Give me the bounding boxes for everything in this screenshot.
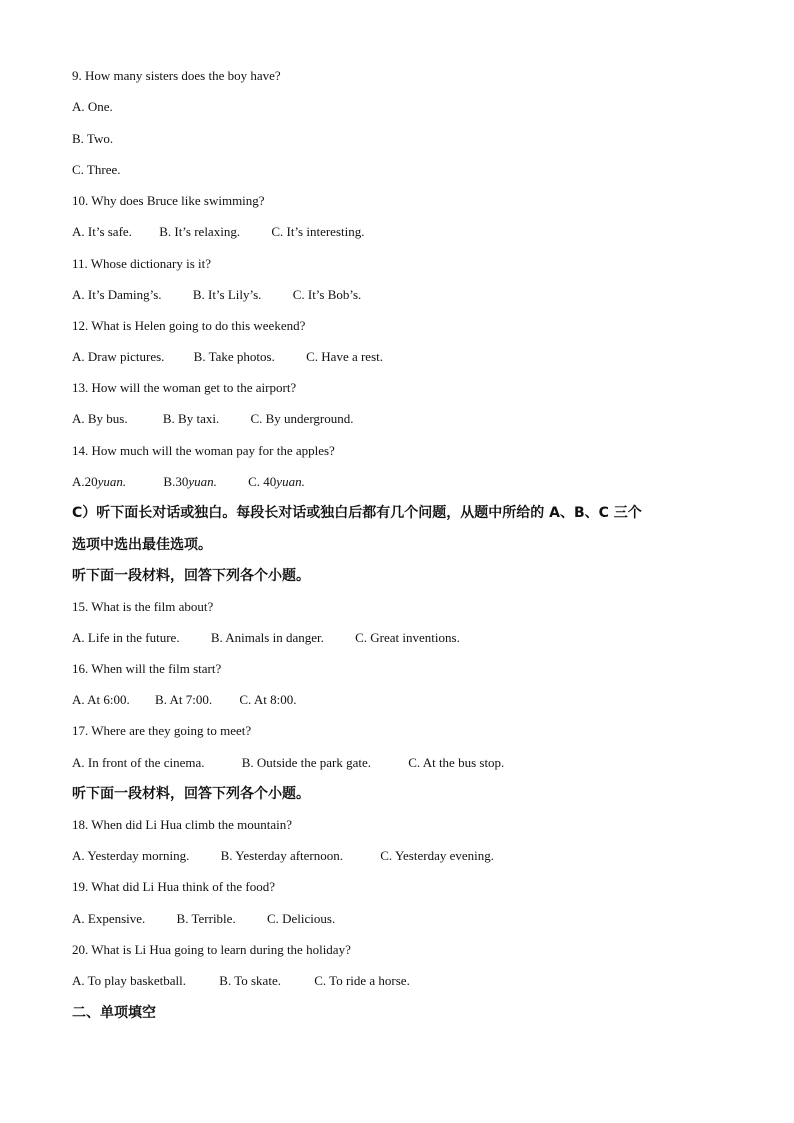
q11-options: [72, 287, 361, 303]
q16-option-c: C. At 8:00.: [239, 692, 297, 707]
q19-option-c: C. Delicious.: [266, 911, 336, 926]
q12-option-a: A. Draw pictures.: [72, 349, 165, 364]
question-18: 18. When did Li Hua climb the mountain?: [72, 817, 292, 832]
q15-option-b: B. Animals in danger.: [210, 630, 324, 645]
question-9: 9. How many sisters does the boy have?: [72, 68, 281, 83]
q18-option-c: C. Yesterday evening.: [380, 848, 495, 863]
question-17: 17. Where are they going to meet?: [72, 723, 252, 738]
q9-option-b: B. Two.: [72, 131, 114, 146]
q18-option-b: B. Yesterday afternoon.: [220, 848, 344, 863]
q11-option-a: A. It’s Daming’s.: [72, 287, 162, 302]
q10-options: [72, 224, 365, 240]
q14-option-b-unit: yuan.: [188, 474, 217, 489]
section-c-heading-line1: C）听下面长对话或独白。每段长对话或独白后都有几个问题，从题中所给的 A、B、C 三个: [72, 505, 642, 521]
q9-option-a: A. One.: [72, 99, 113, 114]
q9-option-c: C. Three.: [72, 162, 121, 177]
q10-option-a: A. It’s safe.: [72, 224, 132, 239]
q10-option-b: B. It’s relaxing.: [159, 224, 241, 239]
q18-options: [72, 848, 494, 864]
section-two-heading: 二、单项填空: [72, 1005, 156, 1021]
q19-options: [72, 911, 335, 927]
q20-option-b: B. To skate.: [219, 973, 281, 988]
q14-option-a-unit: yuan.: [97, 474, 127, 489]
q20-options: [72, 973, 410, 989]
question-11: 11. Whose dictionary is it?: [72, 256, 212, 271]
q14-option-b-num: B.30: [163, 474, 189, 489]
q16-option-b: B. At 7:00.: [155, 692, 213, 707]
q14-option-a-num: A.20: [72, 474, 98, 489]
q14-option-b: [163, 474, 216, 490]
q17-options: [72, 755, 504, 771]
question-13: 13. How will the woman get to the airport?: [72, 380, 297, 395]
question-14: 14. How much will the woman pay for the apples?: [72, 443, 335, 458]
question-19: 19. What did Li Hua think of the food?: [72, 879, 276, 894]
q20-option-a: A. To play basketball.: [72, 973, 187, 988]
q14-options: [72, 474, 305, 490]
q12-options: [72, 349, 383, 365]
q16-option-a: A. At 6:00.: [72, 692, 130, 707]
q17-option-a: A. In front of the cinema.: [72, 755, 205, 770]
instruction-1: 听下面一段材料，回答下列各个小题。: [72, 568, 310, 584]
question-16: 16. When will the film start?: [72, 661, 222, 676]
q16-options: [72, 692, 296, 708]
q10-option-c: C. It’s interesting.: [271, 224, 365, 239]
q14-option-c-num: C. 40: [248, 474, 277, 489]
q19-option-a: A. Expensive.: [72, 911, 146, 926]
q11-option-b: B. It’s Lily’s.: [192, 287, 262, 302]
q20-option-c: C. To ride a horse.: [314, 973, 410, 988]
question-15: 15. What is the film about?: [72, 599, 214, 614]
instruction-2: 听下面一段材料，回答下列各个小题。: [72, 786, 310, 802]
q18-option-a: A. Yesterday morning.: [72, 848, 190, 863]
q12-option-c: C. Have a rest.: [306, 349, 383, 364]
q15-options: [72, 630, 460, 646]
question-20: 20. What is Li Hua going to learn during the holiday?: [72, 942, 351, 957]
q13-option-b: B. By taxi.: [162, 411, 220, 426]
question-12: 12. What is Helen going to do this weekend?: [72, 318, 306, 333]
question-10: 10. Why does Bruce like swimming?: [72, 193, 265, 208]
q13-options: [72, 411, 354, 427]
q14-option-c: [248, 474, 305, 490]
q14-option-a: [72, 474, 126, 490]
q15-option-a: A. Life in the future.: [72, 630, 180, 645]
section-c-heading-line2: 选项中选出最佳选项。: [72, 537, 212, 553]
q19-option-b: B. Terrible.: [176, 911, 236, 926]
q17-option-c: C. At the bus stop.: [408, 755, 505, 770]
q15-option-c: C. Great inventions.: [355, 630, 460, 645]
q13-option-a: A. By bus.: [72, 411, 128, 426]
q17-option-b: B. Outside the park gate.: [241, 755, 371, 770]
q11-option-c: C. It’s Bob’s.: [292, 287, 362, 302]
q14-option-c-unit: yuan.: [276, 474, 305, 489]
q13-option-c: C. By underground.: [250, 411, 354, 426]
q12-option-b: B. Take photos.: [193, 349, 275, 364]
